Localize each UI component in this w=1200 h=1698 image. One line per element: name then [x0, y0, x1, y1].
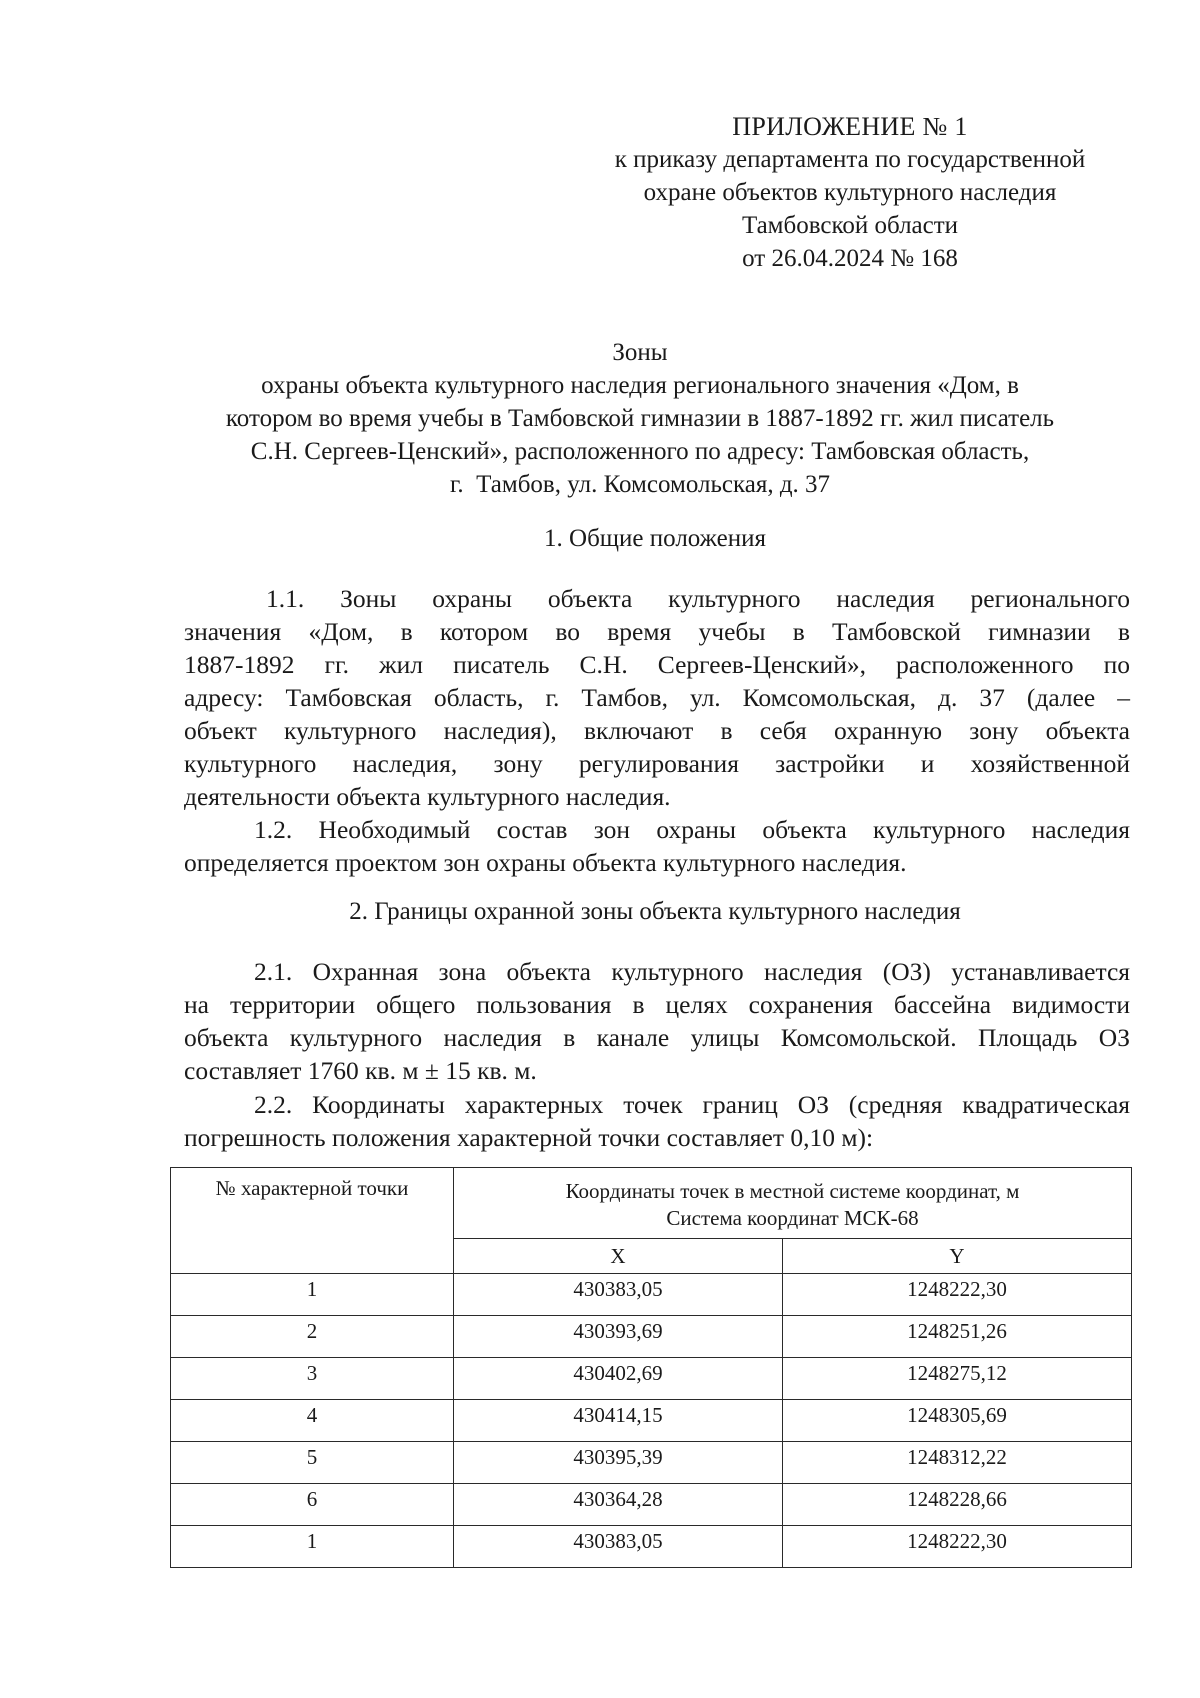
header-coordinates: [454, 1168, 1132, 1239]
cell-y: 1248228,66: [783, 1484, 1132, 1526]
appendix-title: ПРИЛОЖЕНИЕ № 1: [732, 112, 968, 141]
cell-y: 1248312,22: [783, 1442, 1132, 1484]
paragraph-line: 2.1. Охранная зона объекта культурного наследия (ОЗ) устанавливается: [254, 957, 1130, 986]
paragraph-line: деятельности объекта культурного наследия.: [184, 782, 671, 811]
appendix-date: от 26.04.2024 № 168: [742, 245, 958, 272]
appendix-line: охране объектов культурного наследия: [643, 179, 1057, 206]
header-coordinates-line: Система координат МСК-68: [666, 1206, 919, 1230]
cell-point: 2: [171, 1316, 454, 1358]
paragraph-line: объекта культурного наследия в канале улицы Комсомольской. Площадь ОЗ: [184, 1023, 1130, 1052]
cell-x: 430383,05: [454, 1526, 783, 1568]
appendix-line: Тамбовской области: [741, 212, 959, 239]
cell-y: 1248222,30: [783, 1526, 1132, 1568]
paragraph-2-1: [184, 955, 1130, 1087]
section-1-heading: 1. Общие положения: [544, 525, 766, 552]
paragraph-line: погрешность положения характерной точки составляет 0,10 м):: [184, 1123, 874, 1152]
title-line: г. Тамбов, ул. Комсомольская, д. 37: [449, 471, 831, 498]
section-2-heading: 2. Границы охранной зоны объекта культурного наследия: [349, 898, 961, 925]
cell-x: 430364,28: [454, 1484, 783, 1526]
paragraph-line: определяется проектом зон охраны объекта культурного наследия.: [184, 848, 907, 877]
paragraph-line: 1.1. Зоны охраны объекта культурного наследия регионального: [266, 584, 1130, 613]
coordinates-table: [170, 1167, 1132, 1568]
paragraph-line: культурного наследия, зону регулирования застройки и хозяйственной: [184, 749, 1130, 778]
cell-x: 430383,05: [454, 1274, 783, 1316]
appendix-line: к приказу департамента по государственной: [614, 146, 1086, 173]
title-line: котором во время учебы в Тамбовской гимназии в 1887-1892 гг. жил писатель: [225, 405, 1055, 432]
cell-point: 1: [171, 1526, 454, 1568]
table-row: [171, 1274, 1132, 1316]
cell-y: 1248305,69: [783, 1400, 1132, 1442]
paragraph-2-2: [184, 1088, 1130, 1154]
header-x: X: [454, 1239, 783, 1274]
header-y: Y: [783, 1239, 1132, 1274]
paragraph-1-2: [184, 813, 1130, 879]
table-row: [171, 1358, 1132, 1400]
cell-y: 1248251,26: [783, 1316, 1132, 1358]
cell-x: 430402,69: [454, 1358, 783, 1400]
cell-x: 430395,39: [454, 1442, 783, 1484]
appendix-header: [560, 110, 1140, 275]
paragraph-line: адресу: Тамбовская область, г. Тамбов, ул. Комсомольская, д. 37 (далее –: [184, 683, 1130, 712]
paragraph-line: на территории общего пользования в целях сохранения бассейна видимости: [184, 990, 1130, 1019]
title-line: С.Н. Сергеев-Ценский», расположенного по адресу: Тамбовская область,: [250, 438, 1030, 465]
paragraph-line: 2.2. Координаты характерных точек границ ОЗ (средняя квадратическая: [254, 1090, 1130, 1119]
paragraph-1-1: [184, 582, 1130, 813]
paragraph-line: значения «Дом, в котором во время учебы в Тамбовской гимназии в: [184, 617, 1130, 646]
table-row: [171, 1400, 1132, 1442]
cell-point: 6: [171, 1484, 454, 1526]
cell-y: 1248222,30: [783, 1274, 1132, 1316]
cell-x: 430393,69: [454, 1316, 783, 1358]
paragraph-line: 1.2. Необходимый состав зон охраны объекта культурного наследия: [254, 815, 1130, 844]
header-coordinates-line: Координаты точек в местной системе координат, м: [565, 1179, 1020, 1203]
table-row: [171, 1316, 1132, 1358]
cell-point: 1: [171, 1274, 454, 1316]
header-point-number: № характерной точки: [171, 1168, 454, 1274]
cell-y: 1248275,12: [783, 1358, 1132, 1400]
paragraph-line: объект культурного наследия), включают в себя охранную зону объекта: [184, 716, 1130, 745]
title-line: Зоны: [612, 339, 668, 366]
title-line: охраны объекта культурного наследия регионального значения «Дом, в: [261, 372, 1019, 399]
coordinates-table-body: [171, 1274, 1132, 1568]
cell-x: 430414,15: [454, 1400, 783, 1442]
document-title: [180, 336, 1100, 501]
table-row: [171, 1442, 1132, 1484]
cell-point: 4: [171, 1400, 454, 1442]
cell-point: 5: [171, 1442, 454, 1484]
paragraph-line: составляет 1760 кв. м ± 15 кв. м.: [184, 1056, 537, 1085]
table-row: [171, 1484, 1132, 1526]
cell-point: 3: [171, 1358, 454, 1400]
paragraph-line: 1887-1892 гг. жил писатель С.Н. Сергеев-Ценский», расположенного по: [184, 650, 1130, 679]
table-row: [171, 1526, 1132, 1568]
